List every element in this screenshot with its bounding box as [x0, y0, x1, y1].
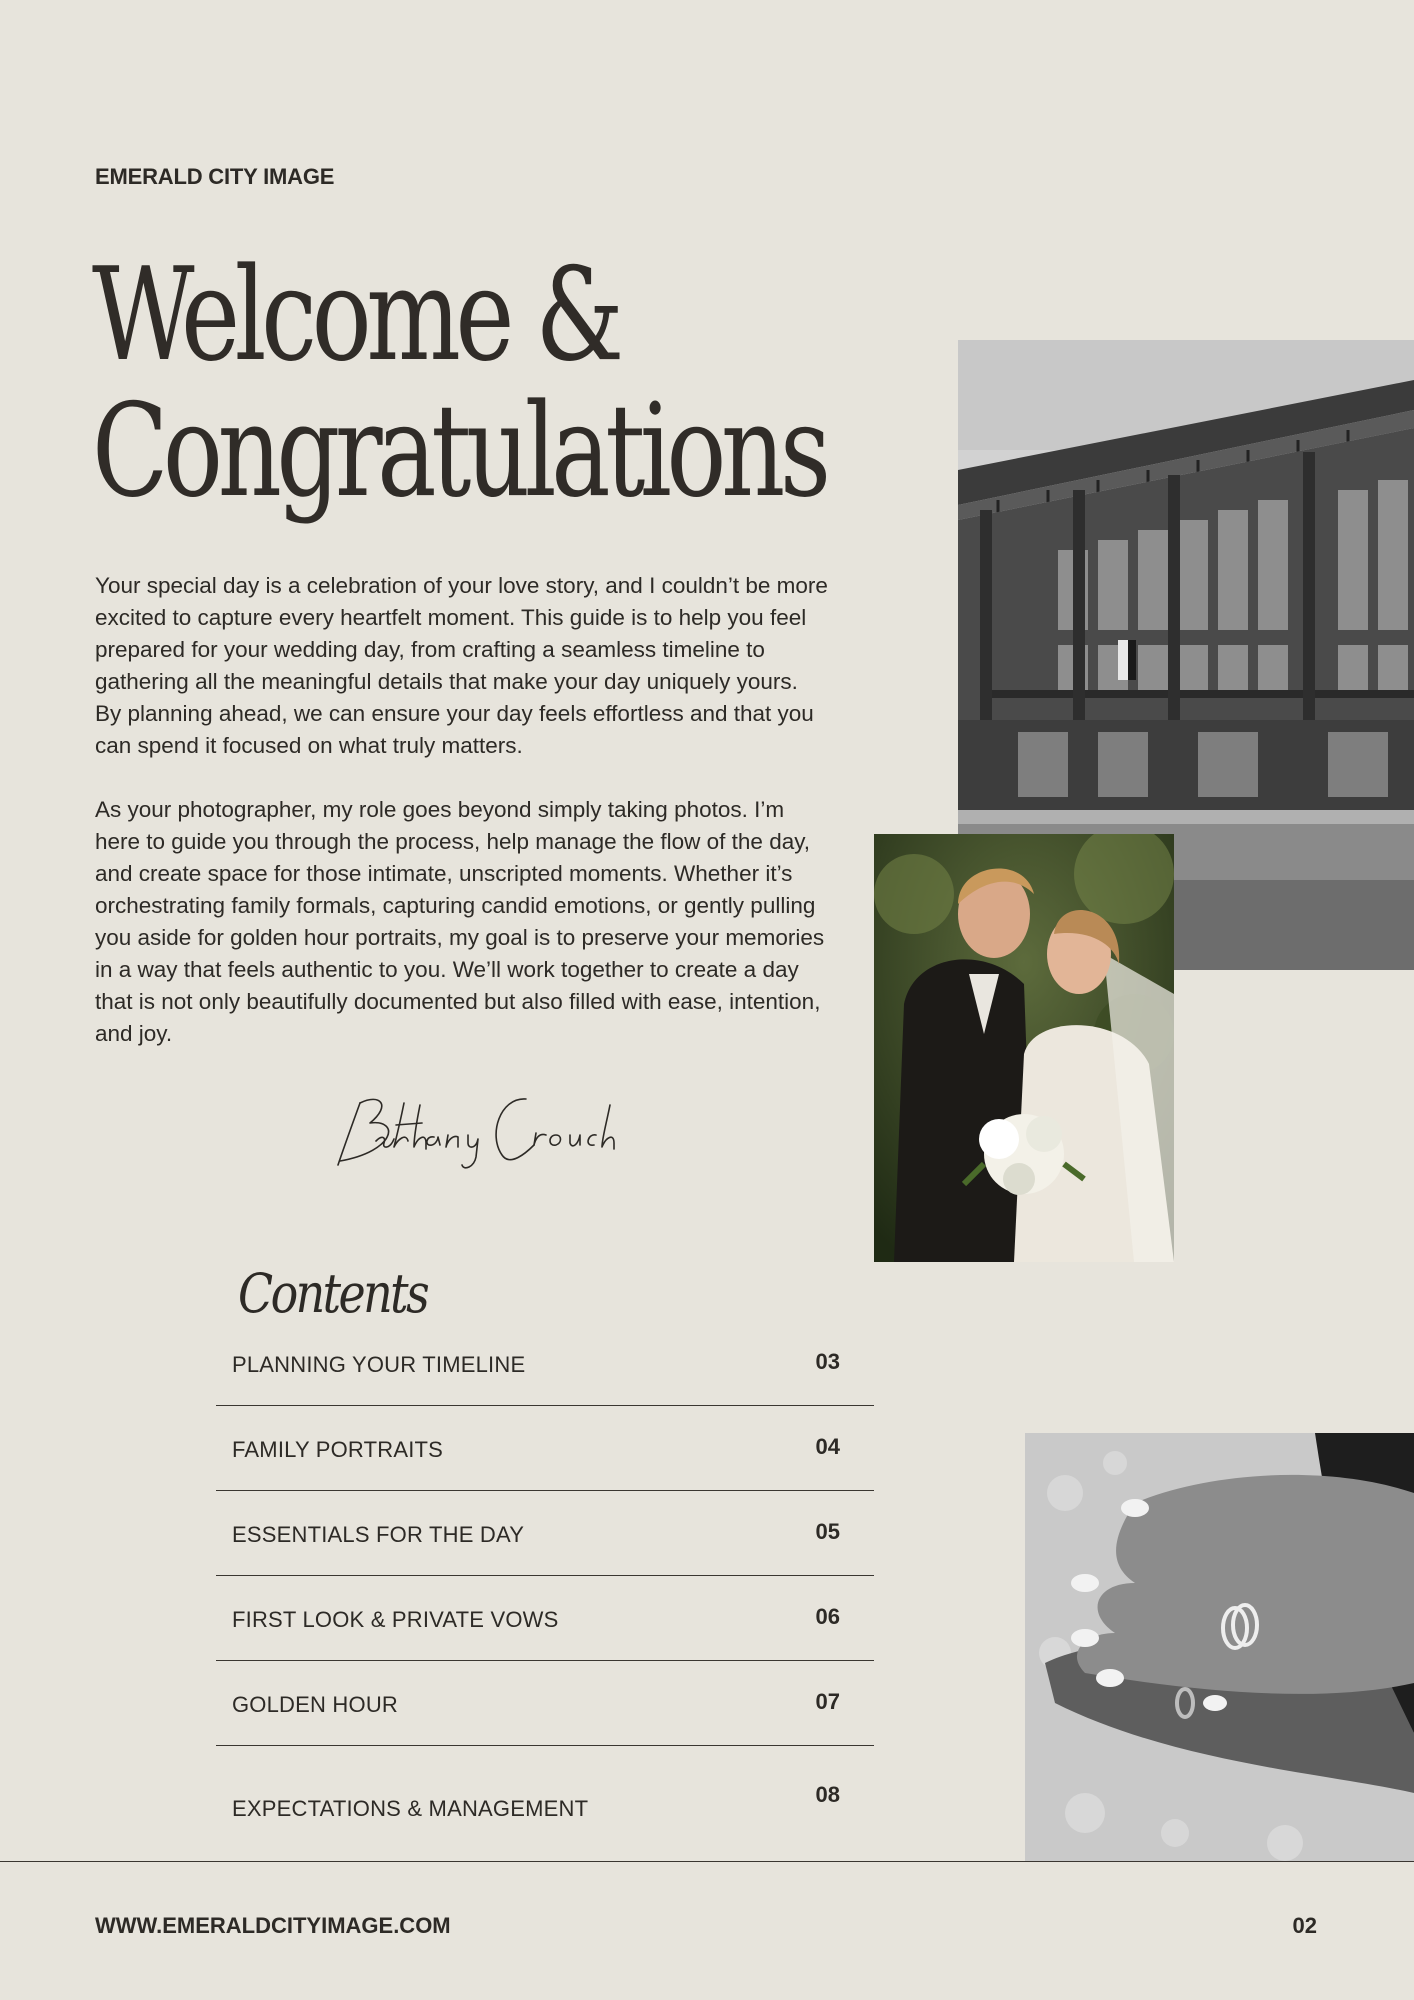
- toc-item-label: FIRST LOOK & PRIVATE VOWS: [232, 1607, 559, 1632]
- toc-item-label: ESSENTIALS FOR THE DAY: [232, 1522, 525, 1547]
- title-line-2: Congratulations: [92, 377, 826, 526]
- intro-text: [95, 570, 830, 1082]
- couple-kiss-photo: [874, 834, 1174, 1262]
- intro-paragraph-2: As your photographer, my role goes beyond simply taking photos. I’m here to guide you through the process, help manage the flow of the day, and create space for those intimate, unscripted moments. Whether it’s orchestrating family formals, capturing candid emotions, or gently pulling you aside for golden hour portraits, my goal is to preserve your memories in a way that feels authentic to you. We’ll work together to create a day that is not only beautifully documented but also filled with ease, intention, and joy.: [95, 797, 825, 1046]
- contents-heading: Contents: [238, 1262, 428, 1325]
- toc-item-golden-hour[interactable]: [216, 1661, 874, 1746]
- toc-item-first-look-private-vows[interactable]: [216, 1576, 874, 1661]
- toc-item-expectations-management[interactable]: [216, 1746, 874, 1831]
- toc-item-page: 05: [815, 1519, 840, 1544]
- brand-name: EMERALD CITY IMAGE: [95, 164, 335, 189]
- toc-item-family-portraits[interactable]: [216, 1406, 874, 1491]
- toc-item-label: PLANNING YOUR TIMELINE: [232, 1352, 526, 1377]
- toc-item-page: 03: [815, 1349, 840, 1374]
- toc-item-label: EXPECTATIONS & MANAGEMENT: [232, 1796, 589, 1821]
- page-title: [92, 241, 826, 526]
- title-line-1: Welcome &: [92, 241, 619, 390]
- toc-item-label: GOLDEN HOUR: [232, 1692, 398, 1717]
- toc-item-page: 08: [815, 1782, 840, 1807]
- toc-item-planning-your-timeline[interactable]: [216, 1321, 874, 1406]
- website-url[interactable]: WWW.EMERALDCITYIMAGE.COM: [95, 1913, 451, 1938]
- footer-divider: [0, 1861, 1414, 1862]
- toc-item-label: FAMILY PORTRAITS: [232, 1437, 444, 1462]
- signature-drawing: [330, 1085, 630, 1175]
- toc-item-page: 07: [815, 1689, 840, 1714]
- wedding-rings-hands-photo: [1025, 1433, 1414, 1861]
- table-of-contents: [216, 1321, 874, 1831]
- toc-item-essentials-for-the-day[interactable]: [216, 1491, 874, 1576]
- signature: [330, 1085, 630, 1175]
- intro-paragraph-1: Your special day is a celebration of your love story, and I couldn’t be more excited to capture every heartfelt moment. This guide is to help you feel prepared for your wedding day, from crafting a seamless timeline to gathering all the meaningful details that make your day uniquely yours. By planning ahead, we can ensure your day feels effortless and that you can spend it focused on what truly matters.: [95, 573, 828, 758]
- page-number: 02: [1292, 1913, 1317, 1938]
- toc-item-page: 04: [815, 1434, 840, 1459]
- toc-item-page: 06: [815, 1604, 840, 1629]
